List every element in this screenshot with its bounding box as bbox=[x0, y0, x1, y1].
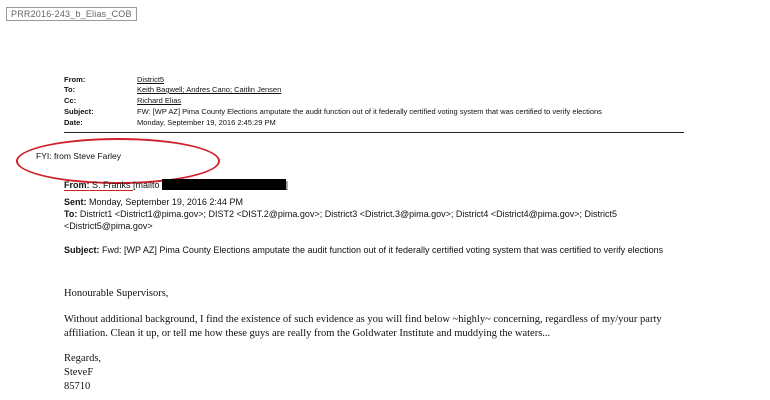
forwarded-sent-row bbox=[64, 196, 704, 208]
document-id-stamp: PRR2016-243_b_Elias_COB bbox=[6, 7, 137, 21]
header-cc-label: Cc: bbox=[64, 96, 77, 105]
redaction-block bbox=[162, 179, 286, 190]
forwarded-from-value: S. Franks [mailto bbox=[92, 180, 160, 190]
header-from-label: From: bbox=[64, 75, 86, 84]
header-subject-value: FW: [WP AZ] Pima County Elections amputate the audit function out of it federally certified voting system that was certified to verify elections bbox=[137, 107, 602, 116]
red-underline-annotation-2 bbox=[85, 190, 133, 191]
forwarded-to-label: To: bbox=[64, 209, 78, 219]
body-signature-zip: 85710 bbox=[64, 381, 91, 392]
forwarded-sent-label: Sent: bbox=[64, 197, 87, 207]
header-subject-label: Subject: bbox=[64, 107, 94, 116]
header-to-label: To: bbox=[64, 85, 76, 94]
header-date-label: Date: bbox=[64, 118, 83, 127]
forwarded-subject-value: Fwd: [WP AZ] Pima County Elections amputate the audit function out of it federally certified voting system that was certified to verify elections bbox=[102, 245, 664, 255]
body-signature-name: SteveF bbox=[64, 367, 94, 378]
forwarded-from-row bbox=[64, 179, 288, 190]
body-greeting: Honourable Supervisors, bbox=[64, 288, 169, 299]
forwarded-subject-label: Subject: bbox=[64, 245, 100, 255]
forwarded-subject-row bbox=[64, 244, 704, 256]
header-cc-value: Richard Elias bbox=[137, 96, 182, 105]
forwarded-to-row bbox=[64, 208, 704, 232]
body-paragraph: Without additional background, I find the existence of such evidence as you will find below ~highly~ concerning, regardless of my/your party affiliation. Clean it up, or tell me how these guys are really from the Goldwater Institute and muddying the waters... bbox=[64, 314, 662, 339]
header-divider bbox=[64, 132, 684, 133]
fyi-note: FYI: from Steve Farley bbox=[36, 151, 122, 161]
forwarded-from-label: From: bbox=[64, 180, 90, 190]
header-from-value: District5 bbox=[137, 75, 165, 84]
red-circle-annotation bbox=[16, 138, 220, 184]
header-date-value: Monday, September 19, 2016 2:45:29 PM bbox=[137, 118, 276, 127]
forwarded-sent-value: Monday, September 19, 2016 2:44 PM bbox=[89, 197, 243, 207]
forwarded-from-close: ] bbox=[285, 180, 289, 190]
forwarded-to-value: District1 <District1@pima.gov>; DIST2 <DIST.2@pima.gov>; District3 <District.3@pima.gov>; District4 <District4@pima.gov>; District5 <District5@pima.gov> bbox=[64, 209, 618, 231]
body-closing: Regards, bbox=[64, 353, 102, 364]
header-to-value: Keith Bagwell; Andres Cano; Caitlin Jensen bbox=[137, 85, 282, 94]
